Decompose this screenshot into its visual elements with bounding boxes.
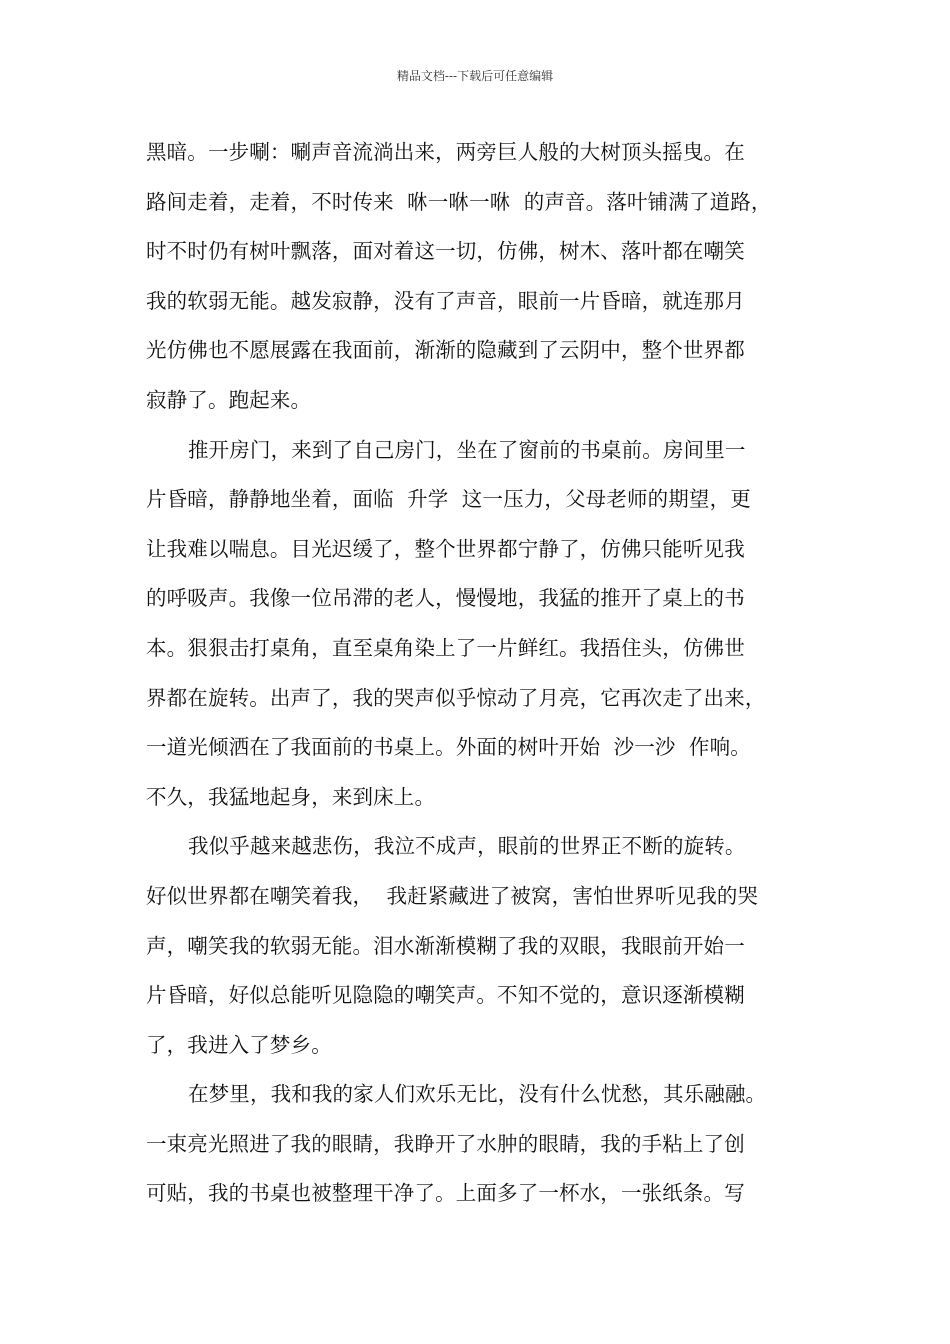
text-line: 声，嘲笑我的软弱无能。泪水渐渐模糊了我的双眼，我眼前开始一 <box>146 933 745 958</box>
text-line: 黑暗。一步唰：唰声音流淌出来，两旁巨人般的大树顶头摇曳。在 <box>146 140 745 164</box>
page-header: 精品文档---下载后可任意编辑 <box>396 69 554 83</box>
text-line: 在梦里，我和我的家人们欢乐无比，没有什么忧愁，其乐融融。 <box>188 1082 767 1107</box>
document-body <box>146 133 816 1224</box>
text-line: 不久，我猛地起身，来到床上。 <box>146 784 436 809</box>
text-line: 我似乎越来越悲伤，我泣不成声，眼前的世界正不断的旋转。 <box>188 834 746 859</box>
text-line: 我的软弱无能。越发寂静，没有了声音，眼前一片昏暗，就连那月 <box>146 288 745 313</box>
text-line: 寂静了。跑起来。 <box>146 387 312 412</box>
text-line: 界都在旋转。出声了，我的哭声似乎惊动了月亮，它再次走了出来， <box>146 685 766 710</box>
text-line: 路间走着，走着，不时传来 咻一咻一咻 的声音。落叶铺满了道路， <box>146 189 772 214</box>
text-line: 的呼吸声。我像一位吊滞的老人，慢慢地，我猛的推开了桌上的书 <box>146 586 745 611</box>
text-line: 好似世界都在嘲笑着我， 我赶紧藏进了被窝，害怕世界听见我的哭 <box>146 883 759 908</box>
text-line: 推开房门，来到了自己房门，坐在了窗前的书桌前。房间里一 <box>188 437 746 462</box>
text-line: 本。狠狠击打桌角，直至桌角染上了一片鲜红。我捂住头，仿佛世 <box>146 635 745 660</box>
text-line: 了，我进入了梦乡。 <box>146 1032 332 1057</box>
text-line: 可贴，我的书桌也被整理干净了。上面多了一杯水，一张纸条。写 <box>146 1181 745 1206</box>
text-line: 片昏暗，静静地坐着，面临 升学 这一压力，父母老师的期望，更 <box>146 487 751 512</box>
text-line: 时不时仍有树叶飘落，面对着这一切，仿佛，树木、落叶都在嘲笑 <box>146 239 745 264</box>
text-line: 让我难以喘息。目光迟缓了，整个世界都宁静了，仿佛只能听见我 <box>146 536 745 561</box>
text-line: 片昏暗，好似总能听见隐隐的嘲笑声。不知不觉的，意识逐渐模糊 <box>146 983 745 1008</box>
text-line: 一道光倾洒在了我面前的书桌上。外面的树叶开始 沙一沙 作响。 <box>146 735 751 760</box>
text-line: 一束亮光照进了我的眼睛，我睁开了水肿的眼睛，我的手粘上了创 <box>146 1131 745 1156</box>
text-line: 光仿佛也不愿展露在我面前，渐渐的隐藏到了云阴中，整个世界都 <box>146 338 745 363</box>
